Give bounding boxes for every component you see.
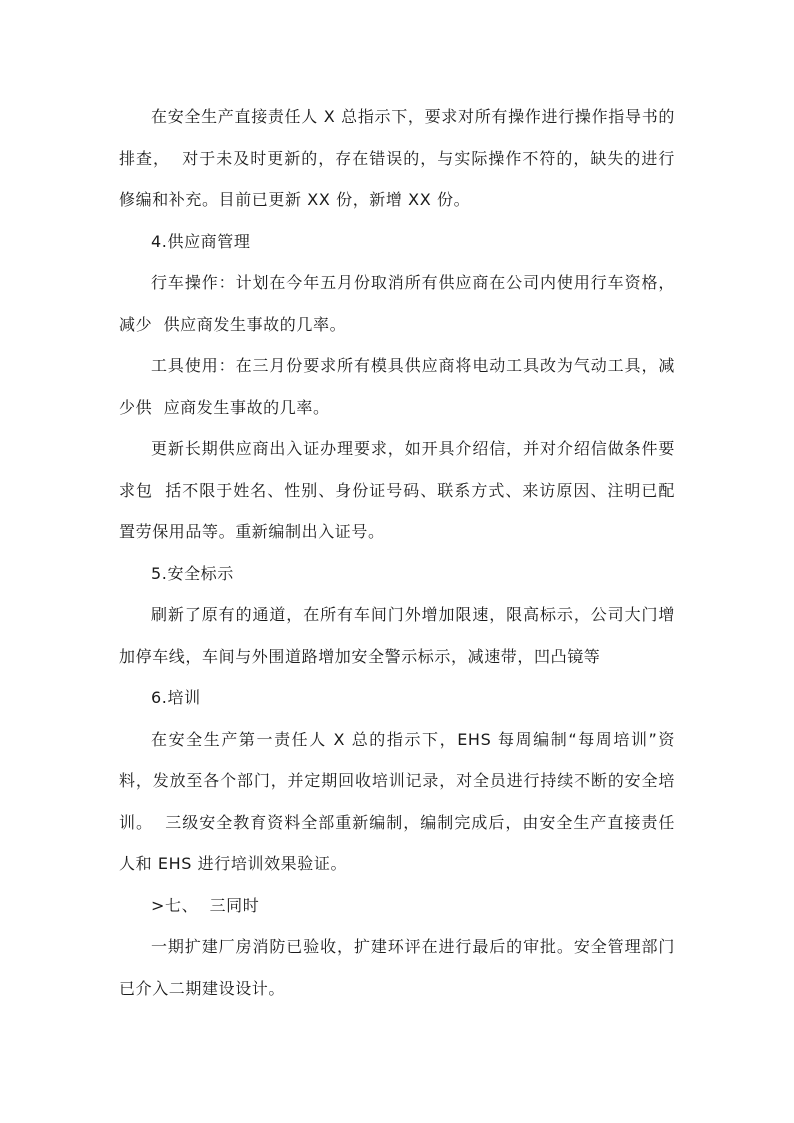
- section-heading-safety-signs: 5.安全标示: [151, 563, 234, 583]
- paragraph-access-pass: 更新长期供应商出入证办理要求，如开具介绍信，并对介绍信做条件要求包 括不限于姓名、性别、身份证号码、联系方式、来访原因、注明已配置劳保用品等。重新编制出入证号。: [119, 439, 675, 541]
- paragraph-instruction-review: 在安全生产直接责任人 X 总指示下，要求对所有操作进行操作指导书的排查， 对于未及时更新的，存在错误的，与实际操作不符的，缺失的进行修编和补充。目前已更新 XX 份，新增 XX 份。: [119, 107, 675, 209]
- section-heading-training: 6.培训: [151, 688, 201, 707]
- section-heading-three-simultaneous: >七、 三同时: [151, 895, 260, 915]
- paragraph-crane-operation: 行车操作：计划在今年五月份取消所有供应商在公司内使用行车资格，减少 供应商发生事故的几率。: [119, 273, 675, 334]
- paragraph-training: 在安全生产第一责任人 X 总的指示下，EHS 每周编制“每周培训”资料，发放至各个部门，并定期回收培训记录，对全员进行持续不断的安全培训。 三级安全教育资料全部重新编制，编制完成后，由安全生产直接责任人和 EHS 进行培训效果验证。: [119, 729, 675, 873]
- paragraph-safety-signs: 刷新了原有的通道，在所有车间门外增加限速，限高标示，公司大门增加停车线，车间与外围道路增加安全警示标示，减速带，凹凸镜等: [119, 605, 675, 666]
- document-body: [119, 96, 675, 1009]
- paragraph-tool-usage: 工具使用：在三月份要求所有模具供应商将电动工具改为气动工具，减少供 应商发生事故的几率。: [119, 356, 675, 417]
- paragraph-expansion: 一期扩建厂房消防已验收，扩建环评在进行最后的审批。安全管理部门已介入二期建设设计。: [119, 937, 675, 998]
- section-heading-supplier-management: 4.供应商管理: [151, 231, 251, 251]
